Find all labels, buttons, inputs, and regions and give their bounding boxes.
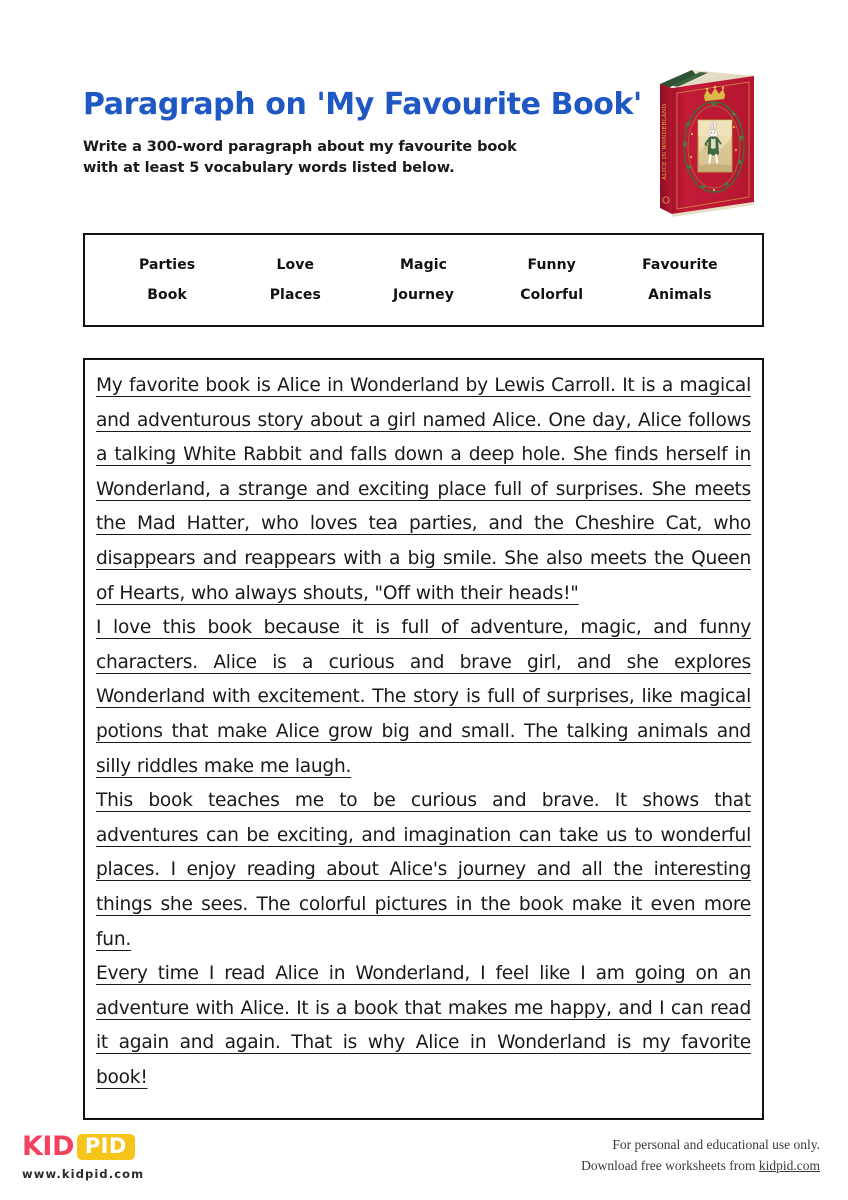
vocabulary-word: Book [147,287,187,303]
kidpid-link[interactable]: kidpid.com [758,1157,820,1173]
paragraph-4: Every time I read Alice in Wonderland, I feel like I am going on an adventure with Alice. It is a book that makes me happy, and I can read it again and again. That is why Alice in Wonderland is my favorite book! [96,963,751,1088]
logo-pid-badge: PID [77,1134,135,1160]
instructions-line-1: Write a 300-word paragraph about my favourite book [83,138,517,155]
footer-note-line-2 [520,1156,820,1177]
paragraph-1: My favorite book is Alice in Wonderland by Lewis Carroll. It is a magical and adventurous story about a girl named Alice. One day, Alice follows a talking White Rabbit and falls down a deep hole. She finds herself in Wonderland, a strange and exciting place full of surprises. She meets the Mad Hatter, who loves tea parties, and the Cheshire Cat, who disappears and reappears with a big smile. She also meets the Queen of Hearts, who always shouts, "Off with their heads!" [96,375,751,604]
logo-website-url: www.kidpid.com [22,1167,145,1181]
page-title: Paragraph on 'My Favourite Book' [83,87,642,122]
vocabulary-word: Parties [138,257,196,273]
instructions-line-2: with at least 5 vocabulary words listed below. [83,159,455,176]
answer-text-box[interactable] [83,358,764,1120]
vocabulary-box [83,233,764,327]
vocabulary-word: Places [269,287,321,303]
vocabulary-word: Journey [393,287,454,303]
footer-note-line-1: For personal and educational use only. [612,1137,820,1152]
svg-text:ALICE IN WONDERLAND: ALICE IN WONDERLAND [662,103,668,180]
vocabulary-word: Colorful [520,287,584,303]
logo-wordmark [22,1133,222,1160]
vocabulary-word: Magic [400,257,447,273]
book-illustration [648,62,766,222]
kidpid-logo[interactable] [22,1133,222,1181]
alice-book-icon [648,62,766,222]
vocabulary-word: Love [276,257,315,273]
logo-kid-text: KID [22,1131,74,1162]
vocabulary-word: Animals [648,287,712,303]
vocabulary-row-2 [85,287,762,303]
vocabulary-word: Funny [527,257,576,273]
vocabulary-word: Favourite [642,257,718,273]
footer-note [520,1135,820,1176]
paragraph-2: I love this book because it is full of adventure, magic, and funny characters. Alice is a curious and brave girl, and she explores Wonderland with excitement. The story is full of surprises, like magical potions that make Alice grow big and small. The talking animals and silly riddles make me laugh. [96,617,751,777]
page-header [83,88,643,179]
vocabulary-row-1 [85,257,762,273]
footer-note-prefix: Download free worksheets from [581,1157,759,1173]
paragraph-3: This book teaches me to be curious and brave. It shows that adventures can be exciting, and imagination can take us to wonderful places. I enjoy reading about Alice's journey and all the interesting things she sees. The colorful pictures in the book make it even more fun. [96,790,751,950]
instructions [83,137,643,180]
